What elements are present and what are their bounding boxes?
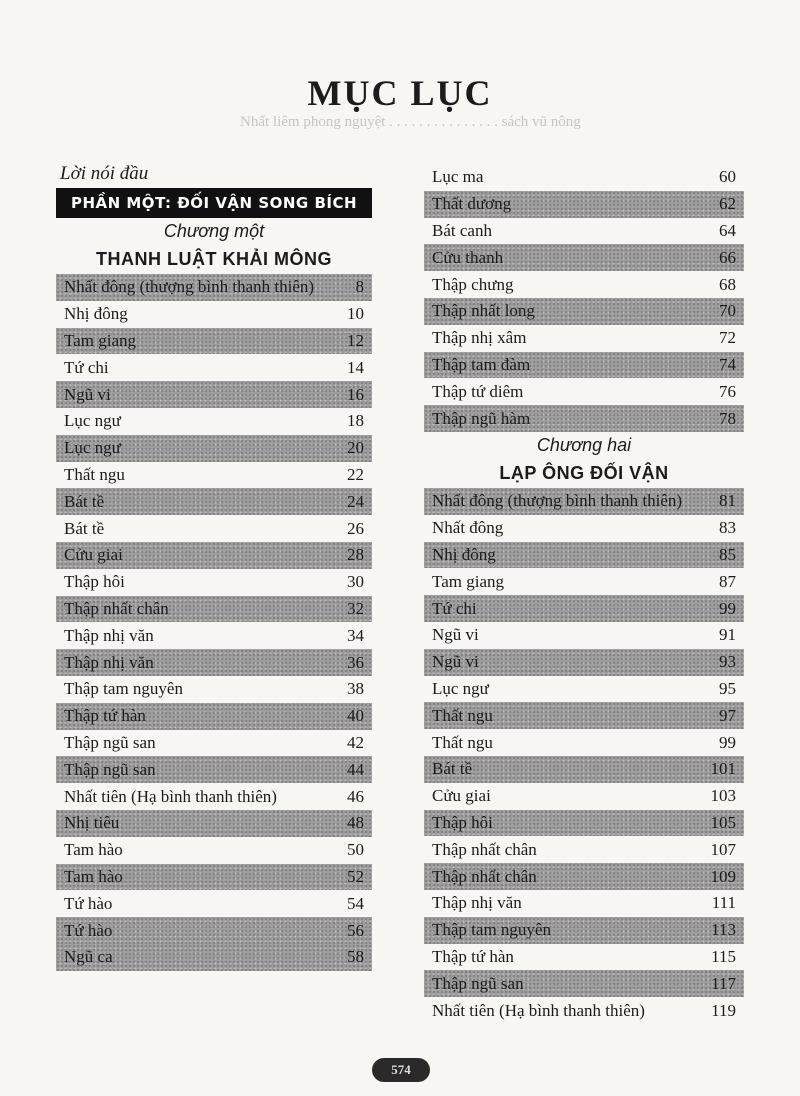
toc-entry[interactable] [424, 352, 744, 379]
toc-entry[interactable] [424, 756, 744, 783]
toc-entry-title: Cửu giai [64, 545, 123, 565]
toc-entry[interactable] [424, 298, 744, 325]
toc-entry-page: 18 [347, 411, 364, 431]
toc-entry-page: 95 [719, 678, 736, 698]
toc-entry[interactable] [56, 301, 372, 328]
toc-entry-title: Thập ngũ san [64, 732, 156, 752]
toc-entry[interactable] [56, 649, 372, 676]
toc-entry[interactable] [424, 970, 744, 997]
toc-entry-title: Thập nhất long [432, 301, 535, 321]
toc-entry[interactable] [56, 783, 372, 810]
toc-entry-page: 87 [719, 571, 736, 591]
toc-entry-page: 113 [711, 920, 736, 940]
toc-entry-title: Nhất đông (thượng bình thanh thiên) [432, 491, 683, 511]
toc-entry[interactable] [424, 676, 744, 703]
toc-entry[interactable] [424, 917, 744, 944]
toc-entry[interactable] [56, 274, 372, 301]
toc-entry-page: 60 [719, 167, 736, 187]
toc-entry-title: Bát canh [432, 220, 492, 240]
toc-entry-page: 99 [719, 598, 736, 618]
toc-entry-title: Bát tề [64, 491, 105, 511]
toc-entry-title: Thập nhị văn [64, 625, 154, 645]
toc-entry-page: 83 [719, 518, 736, 538]
toc-entry-page: 30 [347, 572, 364, 592]
toc-entry-page: 52 [347, 866, 364, 886]
toc-entry-title: Thập nhị văn [64, 652, 154, 672]
toc-entry-title: Thập tứ hàn [64, 706, 146, 726]
toc-entry[interactable] [56, 703, 372, 730]
toc-entry-title: Lục ngư [64, 411, 121, 431]
toc-intro[interactable]: Lời nói đầu [60, 163, 149, 184]
toc-entry-page: 93 [719, 652, 736, 672]
toc-entry-title: Tam giang [64, 330, 136, 350]
toc-entry[interactable] [56, 730, 372, 757]
toc-entry-page: 68 [719, 274, 736, 294]
toc-entry-page: 32 [347, 598, 364, 618]
toc-entry[interactable] [424, 622, 744, 649]
toc-entry[interactable] [56, 381, 372, 408]
toc-entry[interactable] [424, 164, 744, 191]
toc-entry-page: 66 [719, 247, 736, 267]
toc-entry-title: Thập ngũ hàm [432, 408, 531, 428]
toc-entry[interactable] [56, 622, 372, 649]
toc-entry-page: 22 [347, 464, 364, 484]
toc-entry-title: Thập ngũ san [432, 973, 524, 993]
toc-entry[interactable] [424, 568, 744, 595]
toc-right-column [424, 164, 744, 1024]
toc-entry-title: Thập tứ diêm [432, 381, 524, 401]
chapter-title: THANH LUẬT KHẢI MÔNG [96, 249, 332, 269]
toc-entry[interactable] [56, 515, 372, 542]
toc-entry[interactable] [56, 890, 372, 917]
toc-entry[interactable] [424, 836, 744, 863]
toc-entry-page: 28 [347, 545, 364, 565]
toc-entry-title: Thập nhị văn [432, 893, 522, 913]
toc-entry-title: Nhị đông [432, 544, 496, 564]
toc-entry[interactable] [56, 462, 372, 489]
toc-entry-page: 105 [710, 812, 736, 832]
toc-entry[interactable] [56, 435, 372, 462]
toc-entry-page: 16 [347, 384, 364, 404]
toc-entry-title: Tam hào [64, 840, 123, 860]
toc-entry-page: 58 [347, 947, 364, 967]
toc-entry-title: Nhất tiên (Hạ bình thanh thiên) [64, 786, 277, 806]
toc-entry-page: 42 [347, 732, 364, 752]
toc-entry-title: Thập chưng [432, 274, 514, 294]
toc-entry-page: 101 [710, 759, 736, 779]
toc-entry-title: Thất ngu [64, 464, 125, 484]
toc-entry-page: 85 [719, 544, 736, 564]
toc-entry-title: Thập hôi [64, 572, 125, 592]
toc-entry[interactable] [56, 569, 372, 596]
toc-entry-title: Ngũ vi [432, 652, 479, 672]
toc-entry-title: Cửu thanh [432, 247, 504, 267]
toc-entry-title: Nhị đông [64, 304, 128, 324]
toc-entry-title: Ngũ vi [432, 625, 479, 645]
toc-entry-page: 97 [719, 705, 736, 725]
toc-entry-page: 40 [347, 706, 364, 726]
toc-entry-page: 62 [719, 194, 736, 214]
toc-entry[interactable] [56, 488, 372, 515]
toc-entry[interactable] [56, 408, 372, 435]
toc-list [424, 488, 744, 1024]
toc-entry-page: 44 [347, 759, 364, 779]
toc-entry-page: 74 [719, 354, 736, 374]
toc-entry[interactable] [56, 328, 372, 355]
toc-entry-title: Lục ngư [64, 438, 121, 458]
toc-entry-title: Tam giang [432, 571, 504, 591]
toc-entry-page: 36 [347, 652, 364, 672]
toc-entry-page: 48 [347, 813, 364, 833]
toc-entry-page: 119 [711, 1000, 736, 1020]
toc-entry-page: 10 [347, 304, 364, 324]
toc-entry-page: 115 [711, 946, 736, 966]
toc-entry-title: Cửu giai [432, 786, 491, 806]
chapter-label: Chương hai [536, 434, 632, 455]
toc-entry-title: Thất ngu [432, 732, 493, 752]
toc-entry-title: Ngũ vi [64, 384, 111, 404]
toc-entry-title: Thập tam nguyên [432, 920, 551, 940]
toc-entry[interactable] [424, 191, 744, 218]
toc-entry[interactable] [424, 271, 744, 298]
toc-entry-page: 8 [355, 277, 364, 297]
page-title: MỤC LỤC [307, 73, 493, 113]
toc-entry-page: 54 [347, 893, 364, 913]
toc-entry-title: Bát tề [432, 759, 473, 779]
toc-entry[interactable] [424, 595, 744, 622]
toc-entry[interactable] [424, 515, 744, 542]
toc-entry-page: 72 [719, 328, 736, 348]
toc-entry[interactable] [56, 864, 372, 891]
toc-entry[interactable] [424, 890, 744, 917]
toc-entry-page: 91 [719, 625, 736, 645]
chapter-title: LẠP ÔNG ĐỐI VẬN [499, 462, 669, 483]
toc-entry-page: 64 [719, 220, 736, 240]
toc-entry-title: Nhị tiêu [64, 813, 120, 833]
toc-list [56, 274, 372, 971]
toc-entry-title: Thập nhất chân [432, 839, 537, 859]
toc-entry-title: Thập nhị xâm [432, 328, 527, 348]
toc-entry[interactable] [56, 676, 372, 703]
toc-entry-page: 50 [347, 840, 364, 860]
toc-entry-page: 20 [347, 438, 364, 458]
toc-entry[interactable] [424, 863, 744, 890]
toc-entry[interactable] [424, 378, 744, 405]
toc-entry-title: Thập tam đàm [432, 354, 531, 374]
part-heading: PHẦN MỘT: ĐỐI VẬN SONG BÍCH [56, 188, 372, 218]
toc-entry-title: Thập nhất chân [432, 866, 537, 886]
toc-entry-page: 38 [347, 679, 364, 699]
toc-entry-page: 12 [347, 330, 364, 350]
toc-entry-page: 99 [719, 732, 736, 752]
toc-entry[interactable] [424, 783, 744, 810]
bleed-through-text: Nhất liêm phong nguyệt . . . . . . . . . . . . . . . sách vũ nông [240, 114, 581, 130]
toc-entry[interactable] [56, 837, 372, 864]
toc-entry[interactable] [56, 596, 372, 623]
toc-entry-title: Nhất tiên (Hạ bình thanh thiên) [432, 1000, 645, 1020]
toc-entry[interactable] [424, 702, 744, 729]
toc-entry-title: Thập ngũ san [64, 759, 156, 779]
toc-entry-page: 103 [710, 786, 736, 806]
toc-entry-title: Bát tề [64, 518, 105, 538]
toc-entry[interactable] [424, 244, 744, 271]
toc-list [424, 164, 744, 432]
toc-entry-title: Nhất đông (thượng bình thanh thiên) [64, 277, 315, 297]
toc-entry-title: Tứ chi [64, 357, 109, 377]
toc-entry[interactable] [424, 944, 744, 971]
toc-entry-page: 107 [710, 839, 736, 859]
toc-entry-title: Lục ma [432, 167, 484, 187]
toc-entry[interactable] [424, 488, 744, 515]
toc-entry[interactable] [424, 325, 744, 352]
toc-entry[interactable] [424, 649, 744, 676]
chapter-label: Chương một [163, 221, 265, 241]
toc-entry-page: 81 [719, 491, 736, 511]
toc-entry-title: Lục ngư [432, 678, 489, 698]
toc-entry[interactable] [424, 729, 744, 756]
toc-entry-title: Tứ hào [64, 893, 113, 913]
toc-entry-page: 26 [347, 518, 364, 538]
toc-entry[interactable] [424, 218, 744, 245]
toc-entry-title: Tam hào [64, 866, 123, 886]
toc-entry-title: Thập tứ hàn [432, 946, 514, 966]
toc-entry-page: 46 [347, 786, 364, 806]
toc-entry-title: Thất dương [432, 194, 512, 214]
toc-entry-title: Ngũ ca [64, 947, 113, 967]
toc-entry[interactable] [56, 944, 372, 971]
toc-entry[interactable] [424, 542, 744, 569]
toc-entry-page: 78 [719, 408, 736, 428]
toc-entry-title: Thập tam nguyên [64, 679, 183, 699]
toc-entry[interactable] [56, 917, 372, 944]
toc-entry[interactable] [424, 810, 744, 837]
toc-entry-page: 111 [711, 893, 736, 913]
toc-entry-title: Thập hôi [432, 812, 493, 832]
toc-entry[interactable] [56, 756, 372, 783]
toc-entry-page: 76 [719, 381, 736, 401]
toc-entry[interactable] [424, 405, 744, 432]
toc-entry-page: 34 [347, 625, 364, 645]
toc-entry-title: Thập nhất chân [64, 598, 169, 618]
page-number: 574 [372, 1058, 430, 1082]
toc-entry-page: 24 [347, 491, 364, 511]
toc-entry[interactable] [56, 810, 372, 837]
toc-entry[interactable] [56, 354, 372, 381]
toc-entry-title: Thất ngu [432, 705, 493, 725]
toc-entry[interactable] [424, 997, 744, 1024]
toc-entry-page: 70 [719, 301, 736, 321]
toc-entry-page: 117 [711, 973, 736, 993]
toc-left-column [56, 160, 372, 971]
toc-entry-title: Nhất đông [432, 518, 504, 538]
toc-entry-page: 14 [347, 357, 364, 377]
toc-entry-title: Tứ chi [432, 598, 477, 618]
toc-entry[interactable] [56, 542, 372, 569]
toc-entry-title: Tứ hào [64, 920, 113, 940]
toc-entry-page: 56 [347, 920, 364, 940]
toc-entry-page: 109 [710, 866, 736, 886]
